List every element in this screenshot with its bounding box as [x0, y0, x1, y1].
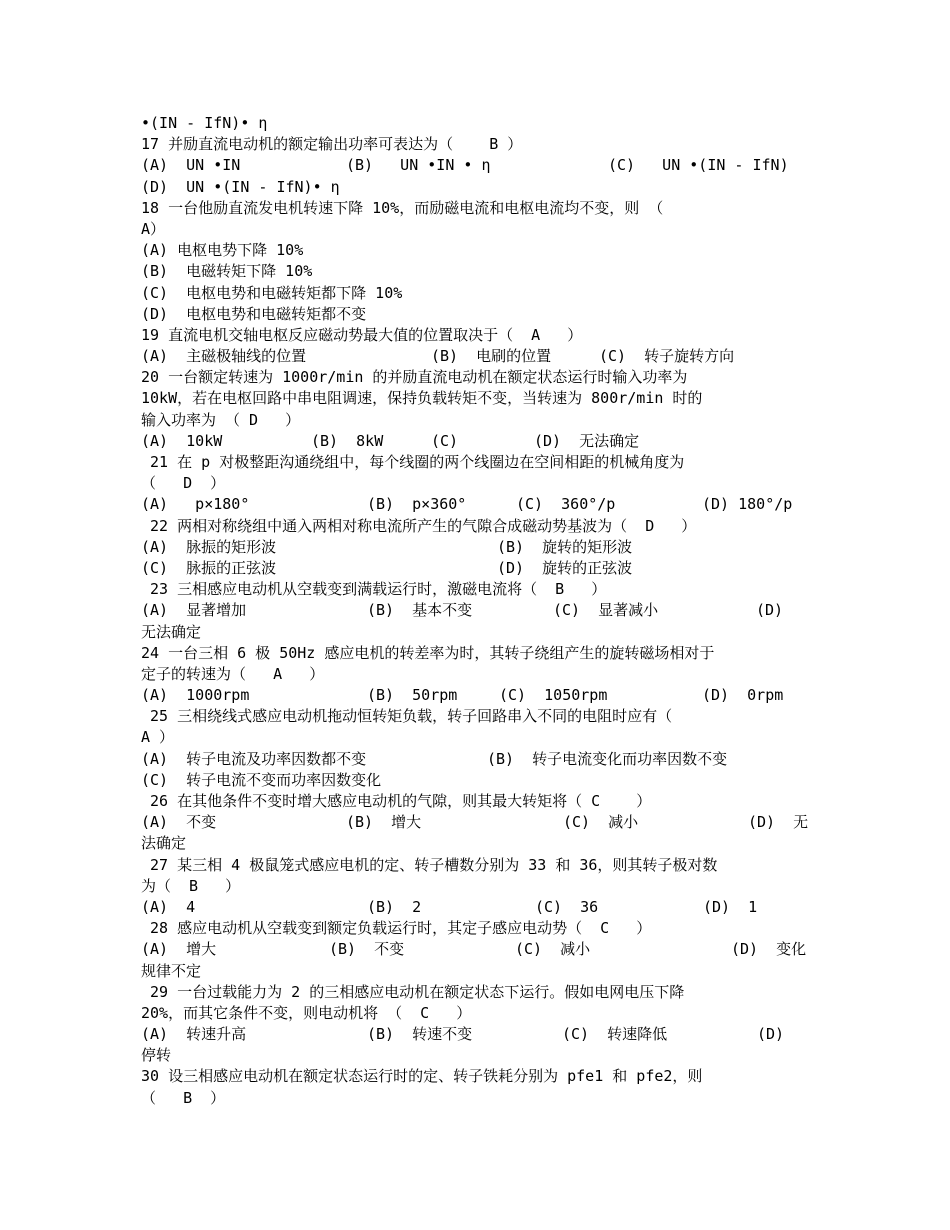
text-segment: 24 一台三相 6 极 50Hz 感应电机的转差率为时，其转子绕组产生的旋转磁场相对于: [141, 643, 715, 662]
text-segment: 29 一台过载能力为 2 的三相感应电动机在额定状态下运行。假如电网电压下降: [141, 982, 685, 1001]
text-segment: (A) 电枢电势下降 10%: [141, 241, 304, 260]
text-segment: (C) 减小: [563, 813, 639, 832]
text-segment: •(IN - IfN)• η: [141, 114, 268, 132]
text-segment: A ）: [141, 728, 175, 747]
text-segment: (D) 180°/p: [702, 495, 793, 514]
text-segment: (A) 显著增加: [141, 601, 247, 620]
text-segment: 20%，而其它条件不变，则电动机将 （ C ）: [141, 1003, 472, 1022]
text-segment: 规律不定: [141, 961, 202, 980]
text-segment: (B) 基本不变: [367, 601, 473, 620]
text-line: [141, 812, 816, 833]
text-segment: (D): [756, 601, 784, 620]
text-segment: (C) 转子电流不变而功率因数变化: [141, 770, 382, 789]
text-segment: (D) 变化: [731, 940, 807, 959]
text-segment: 22 两相对称绕组中通入两相对称电流所产生的气隙合成磁动势基波为（ D ）: [141, 516, 697, 535]
text-segment: (A) 增大: [141, 940, 217, 959]
text-line: [141, 283, 816, 304]
text-segment: (A) 转子电流及功率因数都不变: [141, 749, 367, 768]
text-segment: (A) 1000rpm: [141, 686, 250, 705]
text-line: [141, 410, 816, 431]
text-segment: A）: [141, 219, 166, 238]
text-line: [141, 918, 816, 939]
text-segment: （ B ）: [141, 1088, 226, 1107]
text-line: [141, 749, 816, 770]
text-segment: (D) 0rpm: [702, 686, 784, 705]
text-line: [141, 600, 816, 621]
text-segment: (C) 电枢电势和电磁转矩都下降 10%: [141, 283, 403, 302]
text-segment: 无法确定: [141, 622, 202, 641]
text-line: [141, 643, 816, 664]
text-line: [141, 579, 816, 600]
text-line: [141, 537, 816, 558]
text-segment: (B) 增大: [346, 813, 422, 832]
text-line: [141, 473, 816, 494]
text-segment: (A) p×180°: [141, 495, 250, 514]
text-segment: (D) 旋转的正弦波: [497, 558, 633, 577]
text-line: [141, 325, 816, 346]
text-segment: (B) 不变: [329, 940, 405, 959]
text-segment: (B) 50rpm: [367, 686, 458, 705]
text-segment: (C): [431, 431, 459, 450]
text-line: [141, 1088, 816, 1109]
text-line: [141, 664, 816, 685]
text-segment: (A) 4: [141, 897, 196, 916]
text-segment: (B) UN •IN • η: [346, 156, 491, 175]
text-segment: 停转: [141, 1046, 172, 1065]
text-segment: (A) 转速升高: [141, 1025, 247, 1044]
text-line: [141, 1045, 816, 1066]
text-segment: 25 三相绕线式感应电动机拖动恒转矩负载，转子回路串入不同的电阻时应有（: [141, 707, 673, 726]
text-segment: (A) 不变: [141, 813, 217, 832]
text-segment: (C) 360°/p: [516, 495, 616, 514]
text-segment: (A) 主磁极轴线的位置: [141, 347, 307, 366]
text-line: [141, 770, 816, 791]
text-line: [141, 134, 816, 155]
text-segment: (B) p×360°: [367, 495, 467, 514]
text-segment: (D): [757, 1025, 785, 1044]
text-segment: （ D ）: [141, 474, 226, 493]
text-segment: (C) UN •(IN - IfN): [608, 156, 789, 175]
text-line: [141, 240, 816, 261]
text-segment: (B) 转子电流变化而功率因数不变: [487, 749, 728, 768]
text-segment: 27 某三相 4 极鼠笼式感应电机的定、转子槽数分别为 33 和 36，则其转子极对数: [141, 855, 718, 874]
text-segment: (A) UN •IN: [141, 156, 241, 175]
text-line: [141, 1066, 816, 1087]
text-segment: (C) 转速降低: [562, 1025, 668, 1044]
text-segment: 输入功率为 （ D ）: [141, 410, 301, 429]
text-segment: (C) 减小: [515, 940, 591, 959]
text-segment: 19 直流电机交轴电枢反应磁动势最大值的位置取决于（ A ）: [141, 325, 583, 344]
text-line: [141, 198, 816, 219]
text-line: [141, 367, 816, 388]
text-segment: 28 感应电动机从空载变到额定负载运行时，其定子感应电动势（ C ）: [141, 919, 652, 938]
text-line: [141, 516, 816, 537]
text-line: [141, 939, 816, 960]
text-segment: (B) 8kW: [311, 431, 384, 450]
text-line: [141, 622, 816, 643]
text-segment: 23 三相感应电动机从空载变到满载运行时，激磁电流将（ B ）: [141, 580, 607, 599]
text-segment: (B) 转速不变: [367, 1025, 473, 1044]
text-line: [141, 431, 816, 452]
text-line: [141, 876, 816, 897]
text-line: [141, 452, 816, 473]
text-segment: 20 一台额定转速为 1000r/min 的并励直流电动机在额定状态运行时输入功率为: [141, 368, 688, 387]
text-segment: (D) 1: [703, 897, 758, 916]
text-segment: (B) 电刷的位置: [431, 347, 552, 366]
text-segment: (D) 无: [748, 813, 809, 832]
text-segment: (B) 旋转的矩形波: [497, 537, 633, 556]
text-segment: (D) UN •(IN - IfN)• η: [141, 177, 340, 196]
text-line: [141, 558, 816, 579]
text-segment: (A) 10kW: [141, 431, 223, 450]
text-segment: (C) 1050rpm: [499, 686, 608, 705]
text-line: [141, 706, 816, 727]
text-line: [141, 494, 816, 515]
text-line: [141, 791, 816, 812]
text-segment: 法确定: [141, 834, 187, 853]
text-segment: 30 设三相感应电动机在额定状态运行时的定、转子铁耗分别为 pfe1 和 pfe2，则: [141, 1067, 703, 1086]
text-line: [141, 982, 816, 1003]
text-line: [141, 897, 816, 918]
text-segment: 18 一台他励直流发电机转速下降 10%，而励磁电流和电枢电流均不变，则 （: [141, 198, 664, 217]
text-segment: (C) 转子旋转方向: [599, 347, 735, 366]
text-line: [141, 388, 816, 409]
text-segment: 10kW，若在电枢回路中串电阻调速，保持负载转矩不变，当转速为 800r/min 时的: [141, 389, 703, 408]
text-segment: 21 在 p 对极整距沟通绕组中，每个线圈的两个线圈边在空间相距的机械角度为: [141, 453, 685, 471]
text-segment: (D) 电枢电势和电磁转矩都不变: [141, 304, 367, 323]
text-line: [141, 155, 816, 176]
text-segment: 26 在其他条件不变时增大感应电动机的气隙，则其最大转矩将（ C ）: [141, 792, 652, 810]
text-line: [141, 961, 816, 982]
text-line: [141, 304, 816, 325]
text-segment: (C) 显著减小: [553, 601, 659, 620]
text-line: [141, 833, 816, 854]
text-line: [141, 261, 816, 282]
text-line: [141, 855, 816, 876]
question-text: [141, 113, 816, 1109]
text-line: [141, 113, 816, 134]
text-segment: (C) 36: [535, 897, 599, 916]
text-segment: (C) 脉振的正弦波: [141, 558, 277, 577]
text-segment: (D) 无法确定: [534, 431, 640, 450]
text-line: [141, 727, 816, 748]
text-line: [141, 685, 816, 706]
text-line: [141, 346, 816, 367]
text-line: [141, 219, 816, 240]
text-line: [141, 1003, 816, 1024]
text-segment: (A) 脉振的矩形波: [141, 537, 277, 556]
text-line: [141, 1024, 816, 1045]
text-segment: 为（ B ）: [141, 876, 241, 895]
text-line: [141, 177, 816, 198]
text-segment: (B) 2: [367, 897, 422, 916]
text-segment: (B) 电磁转矩下降 10%: [141, 262, 313, 281]
text-segment: 17 并励直流电动机的额定输出功率可表达为（ B ）: [141, 135, 523, 154]
text-segment: 定子的转速为（ A ）: [141, 664, 325, 683]
